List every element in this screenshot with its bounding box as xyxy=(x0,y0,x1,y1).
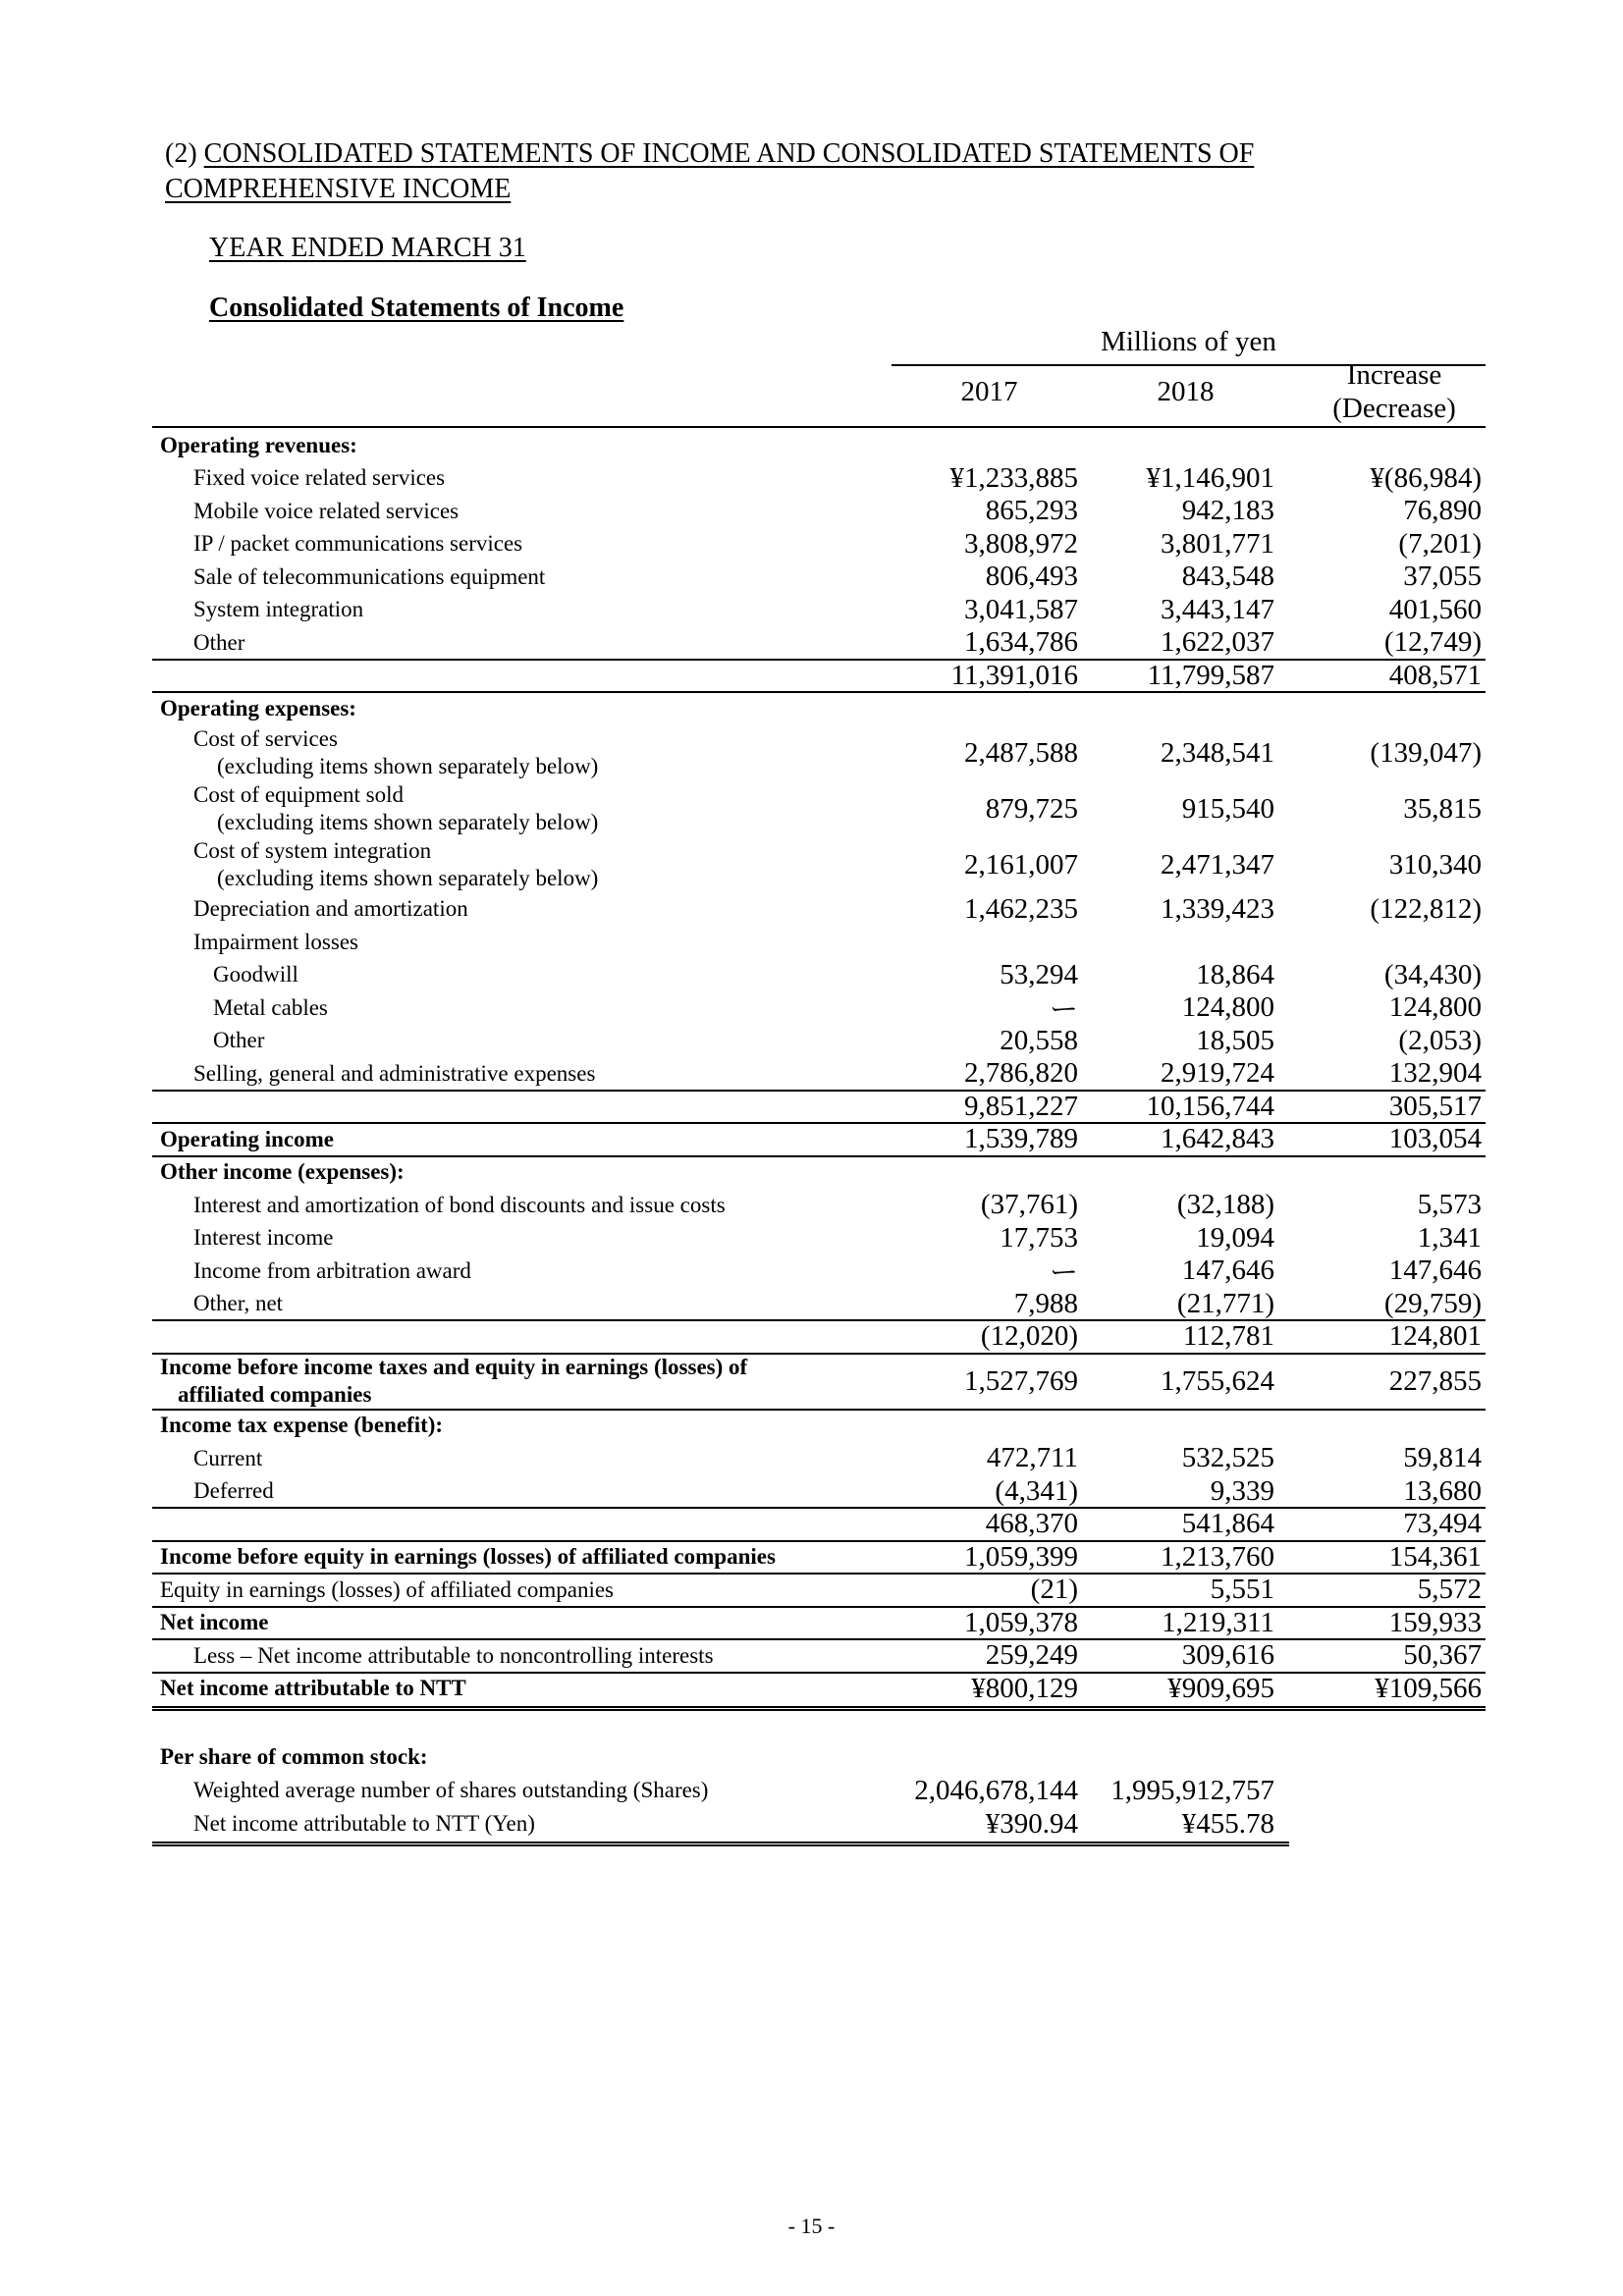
column-header-2017: 2017 xyxy=(960,376,1018,407)
column-header-2018: 2018 xyxy=(1157,376,1215,407)
statement-row xyxy=(152,594,1486,627)
value-cell-2018: 147,646 xyxy=(1181,1255,1274,1287)
value-cell-change: 408,571 xyxy=(1388,659,1482,691)
row-label-text: Other, net xyxy=(193,1291,284,1316)
value-cell-2017: 1,527,769 xyxy=(964,1364,1078,1397)
statement-row xyxy=(152,1123,1486,1156)
statement-row xyxy=(152,991,1486,1025)
value-cell-2017: 2,046,678,144 xyxy=(914,1774,1078,1806)
row-label-text: Sale of telecommunications equipment xyxy=(193,563,546,589)
statement-row xyxy=(152,1255,1486,1288)
value-cell-2017: 11,391,016 xyxy=(950,659,1078,691)
value-cell-2018: 1,213,760 xyxy=(1161,1540,1274,1573)
value-cell-2017: 2,161,007 xyxy=(964,848,1078,881)
value-cell-change: 147,646 xyxy=(1388,1255,1482,1287)
value-cell-2017: (12,020) xyxy=(980,1320,1078,1353)
statement-row xyxy=(152,1288,1486,1321)
statement-row xyxy=(152,926,1486,959)
header-rule xyxy=(152,426,1486,428)
page-number: - 15 - xyxy=(787,2214,836,2238)
row-label-text: Interest income xyxy=(193,1225,334,1251)
value-cell-change: 13,680 xyxy=(1403,1474,1482,1507)
double-rule xyxy=(152,1842,1289,1846)
statement-row xyxy=(152,1442,1486,1475)
statement-row xyxy=(152,1639,1486,1673)
statement-row xyxy=(152,1025,1486,1058)
value-cell-change: 5,573 xyxy=(1417,1189,1482,1221)
statement-row xyxy=(152,1475,1486,1509)
statement-row xyxy=(152,1574,1486,1607)
statement-row xyxy=(152,429,1486,462)
row-label xyxy=(160,692,356,725)
value-cell-change: 154,361 xyxy=(1388,1540,1482,1573)
value-cell-2018: (32,188) xyxy=(1176,1189,1274,1221)
value-cell-2018: 915,540 xyxy=(1181,792,1274,825)
value-cell-change: 103,054 xyxy=(1388,1123,1482,1155)
value-cell-2018: 1,339,423 xyxy=(1161,892,1274,925)
statement-row xyxy=(152,1057,1486,1091)
row-label-text: Net income xyxy=(160,1610,269,1635)
row-label-text: Income before equity in earnings (losses) of affiliated companies xyxy=(160,1544,776,1570)
value-cell-2018: 112,781 xyxy=(1182,1320,1274,1353)
row-label xyxy=(160,1156,405,1190)
row-label-text: Fixed voice related services xyxy=(193,465,446,491)
value-cell-2018: 309,616 xyxy=(1181,1639,1274,1672)
value-cell-2017: 7,988 xyxy=(1013,1287,1078,1319)
row-label-text: Mobile voice related services xyxy=(193,498,460,523)
row-label-text: System integration xyxy=(193,597,364,622)
value-cell-2017: 53,294 xyxy=(1000,958,1078,990)
statement-title: Consolidated Statements of Income xyxy=(209,293,624,323)
section-number: (2) xyxy=(165,138,204,169)
value-cell-2018: (21,771) xyxy=(1176,1287,1274,1319)
value-cell-2018: 9,339 xyxy=(1210,1474,1274,1507)
value-cell-2017: ¥390.94 xyxy=(985,1807,1078,1840)
value-cell-change: ¥109,566 xyxy=(1375,1672,1482,1704)
value-cell-2017: 3,041,587 xyxy=(964,593,1078,625)
value-cell-2018: 2,348,541 xyxy=(1161,736,1274,769)
value-cell-2017: 20,558 xyxy=(1000,1024,1078,1056)
value-cell-2017: (37,761) xyxy=(980,1189,1078,1221)
value-cell-change: (122,812) xyxy=(1370,892,1482,925)
value-cell-change: 401,560 xyxy=(1388,593,1482,625)
section-title-line1: CONSOLIDATED STATEMENTS OF INCOME AND CONSOLIDATED STATEMENTS OF xyxy=(203,138,1255,169)
row-label-text: Net income attributable to NTT (Yen) xyxy=(193,1811,535,1836)
subtotal-row xyxy=(152,1508,1486,1541)
value-cell-2018: 2,471,347 xyxy=(1161,848,1274,881)
row-label-text: Other xyxy=(213,1028,265,1053)
per-share-heading: Per share of common stock: xyxy=(160,1744,428,1769)
value-cell-change: 124,801 xyxy=(1388,1320,1482,1353)
section-heading xyxy=(165,136,1343,207)
row-label-text: Impairment losses xyxy=(193,929,358,954)
value-cell-2017: 3,808,972 xyxy=(964,527,1078,560)
row-label-text: Income from arbitration award xyxy=(193,1257,471,1283)
statement-row xyxy=(152,725,1486,781)
value-cell-change: 50,367 xyxy=(1403,1639,1482,1672)
value-cell-2017: 1,634,786 xyxy=(964,626,1078,659)
value-cell-change: 59,814 xyxy=(1403,1442,1482,1474)
value-cell-2017: 17,753 xyxy=(1000,1221,1078,1254)
value-cell-2018: 18,864 xyxy=(1196,958,1274,990)
value-cell-change: 159,933 xyxy=(1388,1606,1482,1638)
value-cell-2018: 3,801,771 xyxy=(1161,527,1274,560)
statement-row xyxy=(152,692,1486,725)
value-cell-change: (12,749) xyxy=(1383,626,1482,659)
row-label-text: Operating expenses: xyxy=(160,695,356,721)
value-cell-2018: 2,919,724 xyxy=(1161,1057,1274,1090)
value-cell-2018: 124,800 xyxy=(1181,991,1274,1024)
units-label: Millions of yen xyxy=(892,325,1486,366)
value-cell-2017: 2,487,588 xyxy=(964,736,1078,769)
value-cell-2018: 19,094 xyxy=(1196,1221,1274,1254)
value-cell-2018: ¥1,146,901 xyxy=(1146,461,1274,494)
value-cell-2017: 9,851,227 xyxy=(964,1090,1078,1122)
value-cell-2017: 2,786,820 xyxy=(964,1057,1078,1090)
value-cell-change: ¥(86,984) xyxy=(1370,461,1482,494)
value-cell-change: 305,517 xyxy=(1388,1090,1482,1122)
row-label-text: Current xyxy=(193,1445,263,1470)
row-label-text: Equity in earnings (losses) of affiliated companies xyxy=(160,1576,615,1602)
value-cell-2017: 879,725 xyxy=(985,792,1078,825)
subtotal-row xyxy=(152,1091,1486,1124)
row-label-text: Net income attributable to NTT xyxy=(160,1676,466,1701)
value-cell-2017: (4,341) xyxy=(995,1474,1078,1507)
value-cell-change: 124,800 xyxy=(1388,991,1482,1024)
row-label-subtext: (excluding items shown separately below) xyxy=(217,810,599,834)
subtotal-row xyxy=(152,1320,1486,1354)
column-header-change-line1: Increase xyxy=(1346,359,1442,391)
value-cell-change: 132,904 xyxy=(1388,1057,1482,1090)
row-label-text: Goodwill xyxy=(213,962,298,988)
value-cell-change: (29,759) xyxy=(1383,1287,1482,1319)
statement-row xyxy=(152,837,1486,893)
value-cell-change: 227,855 xyxy=(1388,1364,1482,1397)
value-cell-2018: 532,525 xyxy=(1181,1442,1274,1474)
value-cell-2017: 1,059,399 xyxy=(964,1540,1078,1573)
value-cell-change: 5,572 xyxy=(1417,1574,1482,1606)
statement-row xyxy=(152,561,1486,594)
row-label-subtext: (excluding items shown separately below) xyxy=(217,754,599,778)
row-label-text: Metal cables xyxy=(213,994,328,1020)
row-label-subtext: (excluding items shown separately below) xyxy=(217,866,599,890)
statement-row xyxy=(152,1354,1486,1410)
value-cell-2017: 1,059,378 xyxy=(964,1606,1078,1638)
subtotal-row xyxy=(152,660,1486,693)
value-cell-2018: 1,995,912,757 xyxy=(1110,1774,1274,1806)
value-cell-2017: 865,293 xyxy=(985,495,1078,527)
column-header-change xyxy=(1316,358,1473,425)
value-cell-change: (2,053) xyxy=(1398,1024,1482,1056)
value-cell-change: (139,047) xyxy=(1370,736,1482,769)
value-cell-2018: 18,505 xyxy=(1196,1024,1274,1056)
value-cell-2018: 942,183 xyxy=(1181,495,1274,527)
row-label-text: Deferred xyxy=(193,1478,274,1504)
row-label-text: Selling, general and administrative expenses xyxy=(193,1060,596,1086)
value-cell-change: 35,815 xyxy=(1403,792,1482,825)
row-label xyxy=(160,429,357,462)
value-cell-2017: ¥800,129 xyxy=(971,1672,1078,1704)
value-cell-2017: ー xyxy=(1049,994,1078,1027)
statement-row xyxy=(152,626,1486,660)
value-cell-change: (7,201) xyxy=(1398,527,1482,560)
row-label xyxy=(160,1410,443,1443)
row-label-subtext: affiliated companies xyxy=(178,1382,372,1407)
statement-row xyxy=(152,1156,1486,1190)
section-title-line2: COMPREHENSIVE INCOME xyxy=(165,174,512,204)
value-cell-2018: 11,799,587 xyxy=(1147,659,1274,691)
row-label-text: Weighted average number of shares outstanding (Shares) xyxy=(193,1778,709,1802)
value-cell-2017: 259,249 xyxy=(985,1639,1078,1672)
value-cell-2017: 468,370 xyxy=(985,1508,1078,1540)
value-cell-2017: 1,462,235 xyxy=(964,892,1078,925)
statement-row xyxy=(152,1607,1486,1640)
row-label-text: Other xyxy=(193,629,245,655)
column-header-change-line2: (Decrease) xyxy=(1332,393,1456,424)
row-label-text: Other income (expenses): xyxy=(160,1159,405,1185)
double-rule xyxy=(152,1706,1486,1711)
value-cell-2017: 1,539,789 xyxy=(964,1123,1078,1155)
row-label-text: Income tax expense (benefit): xyxy=(160,1413,444,1438)
value-cell-change: 37,055 xyxy=(1403,561,1482,593)
row-label-text: Cost of equipment sold xyxy=(193,782,405,807)
value-cell-2017: ¥1,233,885 xyxy=(949,461,1078,494)
statement-row xyxy=(152,462,1486,496)
value-cell-2017: ー xyxy=(1049,1257,1078,1290)
value-cell-2018: ¥455.78 xyxy=(1181,1807,1274,1840)
statement-row xyxy=(152,528,1486,561)
value-cell-2018: 1,642,843 xyxy=(1161,1123,1274,1155)
row-label-text: IP / packet communications services xyxy=(193,531,523,557)
statement-row xyxy=(152,495,1486,528)
value-cell-change: 76,890 xyxy=(1403,495,1482,527)
value-cell-change: 73,494 xyxy=(1403,1508,1482,1540)
value-cell-2018: 3,443,147 xyxy=(1161,593,1274,625)
row-label xyxy=(193,926,358,959)
statement-row xyxy=(152,893,1486,927)
value-cell-change: 310,340 xyxy=(1388,848,1482,881)
statement-row xyxy=(152,1410,1486,1443)
statement-row xyxy=(152,1222,1486,1255)
value-cell-2018: 1,219,311 xyxy=(1162,1606,1274,1638)
statement-row xyxy=(152,781,1486,837)
per-share-row xyxy=(152,1774,1486,1807)
row-label-text: Operating income xyxy=(160,1126,334,1151)
per-share-heading-row xyxy=(152,1740,1486,1774)
value-cell-2018: 541,864 xyxy=(1181,1508,1274,1540)
value-cell-2018: 10,156,744 xyxy=(1146,1090,1274,1122)
row-label-text: Income before income taxes and equity in earnings (losses) of xyxy=(160,1355,748,1379)
statement-row xyxy=(152,1673,1486,1706)
statement-row xyxy=(152,1541,1486,1575)
value-cell-2017: 472,711 xyxy=(986,1442,1078,1474)
value-cell-2018: 1,622,037 xyxy=(1161,626,1274,659)
row-label-text: Cost of system integration xyxy=(193,838,432,863)
row-label-text: Cost of services xyxy=(193,726,338,751)
value-cell-2018: 1,755,624 xyxy=(1161,1364,1274,1397)
per-share-row xyxy=(152,1807,1486,1841)
income-statement-table xyxy=(152,429,1486,1841)
row-label-text: Depreciation and amortization xyxy=(193,896,468,922)
year-label: YEAR ENDED MARCH 31 xyxy=(209,233,526,263)
value-cell-change: 1,341 xyxy=(1417,1221,1482,1254)
statement-row xyxy=(152,1189,1486,1222)
value-cell-2018: 5,551 xyxy=(1210,1574,1274,1606)
statement-row xyxy=(152,959,1486,992)
row-label-text: Less – Net income attributable to noncontrolling interests xyxy=(193,1642,714,1668)
row-label-text: Interest and amortization of bond discounts and issue costs xyxy=(193,1192,726,1217)
value-cell-2017: (21) xyxy=(1030,1574,1078,1606)
row-label-text: Operating revenues: xyxy=(160,432,357,457)
value-cell-change: (34,430) xyxy=(1383,958,1482,990)
value-cell-2018: ¥909,695 xyxy=(1167,1672,1274,1704)
value-cell-2018: 843,548 xyxy=(1181,561,1274,593)
value-cell-2017: 806,493 xyxy=(985,561,1078,593)
